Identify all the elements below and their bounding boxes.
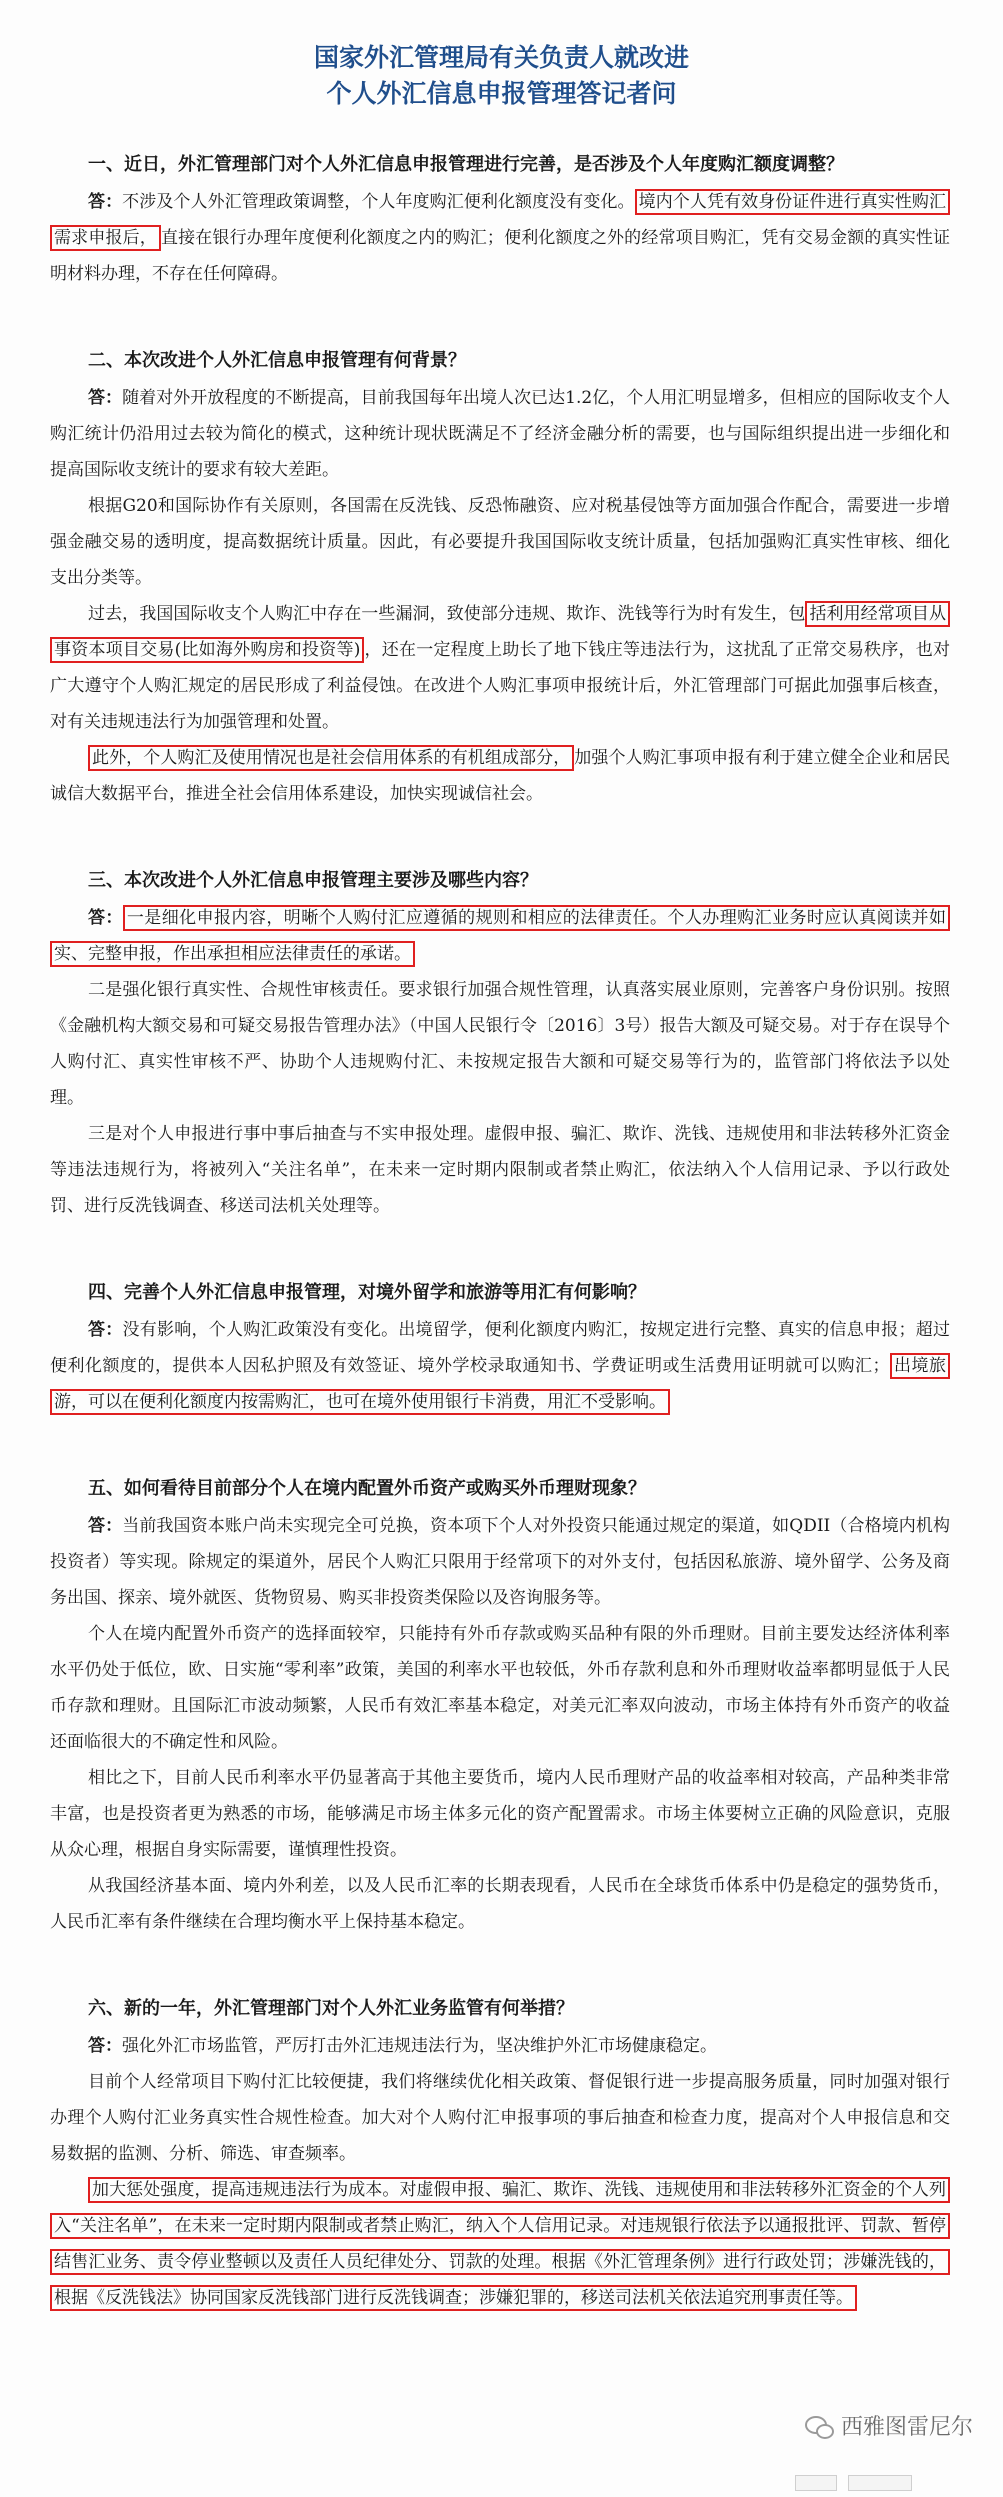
qa-section: [50, 1994, 950, 2316]
paragraph-text: 当前我国资本账户尚未实现完全可兑换，资本项下个人对外投资只能通过规定的渠道，如QDII（合格境内机构投资者）等实现。除规定的渠道外，居民个人购汇只限用于经常项下的对外支付，包括因私旅游、境外留学、公务及商务出国、探亲、境外就医、货物贸易、购买非投资类保险以及咨询服务等。: [50, 1516, 951, 1608]
answer-lead: 答：: [88, 192, 123, 212]
paragraph-text: 强化外汇市场监管，严厉打击外汇违规违法行为，坚决维护外汇市场健康稳定。: [122, 2036, 717, 2056]
paragraph-text: 目前个人经常项目下购付汇比较便捷，我们将继续优化相关政策、督促银行进一步提高服务质量，同时加强对银行办理个人购付汇业务真实性合规性检查。加大对个人购付汇申报事项的事后抽查和检查力度，提高对个人申报信息和交易数据的监测、分析、筛选、审查频率。: [50, 2072, 950, 2164]
paragraph-text: 直接在银行办理年度便利化额度之内的购汇；便利化额度之外的经常项目购汇，凭有交易金额的真实性证明材料办理，不存在任何障碍。: [50, 228, 951, 284]
answer-paragraph: [50, 2028, 950, 2064]
paragraph-text: 不涉及个人外汇管理政策调整，个人年度购汇便利化额度没有变化。: [122, 192, 635, 212]
footer-control-right: [848, 2475, 912, 2491]
answer-lead: 答：: [88, 388, 123, 408]
wechat-icon: [805, 2414, 833, 2438]
article-body: [50, 150, 950, 2370]
answer-paragraph: [50, 184, 950, 292]
answer-paragraph: [50, 2172, 950, 2316]
answer-paragraph: [50, 1760, 950, 1868]
qa-section: [50, 150, 950, 292]
question-heading: 六、新的一年，外汇管理部门对个人外汇业务监管有何举措？: [88, 1998, 574, 2019]
watermark-text: 西雅图雷尼尔: [840, 2415, 973, 2440]
qa-section: [50, 346, 950, 812]
answer-lead: 答：: [88, 2036, 122, 2056]
highlighted-text: 境内个人凭有效身份证件进行真实性购汇需求申报后，: [50, 189, 950, 251]
answer-paragraph: [50, 1868, 950, 1940]
answer-lead: 答：: [88, 1320, 123, 1340]
paragraph-text: 根据G20和国际协作有关原则，各国需在反洗钱、反恐怖融资、应对税基侵蚀等方面加强合作配合，需要进一步增强金融交易的透明度，提高数据统计质量。因此，有必要提升我国国际收支统计质量，包括加强购汇真实性审核、细化支出分类等。: [50, 496, 950, 588]
title-line-2: 个人外汇信息申报管理答记者问: [326, 79, 677, 108]
qa-section: [50, 1278, 950, 1420]
answer-paragraph: [50, 900, 950, 972]
paragraph-text: ，还在一定程度上助长了地下钱庄等违法行为，这扰乱了正常交易秩序，也对广大遵守个人购汇规定的居民形成了利益侵蚀。在改进个人购汇事项申报统计后，外汇管理部门可据此加强事后核查，对有关违规违法行为加强管理和处置。: [50, 640, 950, 732]
answer-paragraph: [50, 1616, 950, 1760]
footer-control-left: [795, 2475, 837, 2491]
paragraph-text: 三是对个人申报进行事中事后抽查与不实申报处理。虚假申报、骗汇、欺诈、洗钱、违规使用和非法转移外汇资金等违法违规行为，将被列入“关注名单”，在未来一定时期内限制或者禁止购汇，依法纳入个人信用记录、予以行政处罚、进行反洗钱调查、移送司法机关处理等。: [50, 1124, 950, 1216]
answer-paragraph: [50, 740, 950, 812]
highlighted-text: 一是细化申报内容，明晰个人购付汇应遵循的规则和相应的法律责任。个人办理购汇业务时应认真阅读并如实、完整申报，作出承担相应法律责任的承诺。: [50, 905, 950, 967]
highlighted-text: 加大惩处强度，提高违规违法行为成本。对虚假申报、骗汇、欺诈、洗钱、违规使用和非法转移外汇资金的个人列入“关注名单”，在未来一定时期内限制或者禁止购汇，纳入个人信用记录。对违规银行依法予以通报批评、罚款、暂停结售汇业务、责令停业整顿以及责任人员纪律处分、罚款的处理。根据《外汇管理条例》进行行政处罚；涉嫌洗钱的，根据《反洗钱法》协同国家反洗钱部门进行反洗钱调查；涉嫌犯罪的，移送司法机关依法追究刑事责任等。: [50, 2177, 950, 2311]
watermark: [805, 2410, 973, 2441]
highlighted-text: 括利用经常项目从事资本项目交易(比如海外购房和投资等): [50, 601, 950, 663]
answer-lead: 答：: [88, 908, 123, 928]
paragraph-text: 没有影响，个人购汇政策没有变化。出境留学，便利化额度内购汇，按规定进行完整、真实的信息申报；超过便利化额度的，提供本人因私护照及有效签证、境外学校录取通知书、学费证明或生活费用证明就可以购汇；: [50, 1320, 951, 1376]
title-line-1: 国家外汇管理局有关负责人就改进: [313, 43, 689, 72]
answer-paragraph: [50, 1312, 950, 1420]
paragraph-text: 个人在境内配置外币资产的选择面较窄，只能持有外币存款或购买品种有限的外币理财。目前主要发达经济体利率水平仍处于低位，欧、日实施“零利率”政策，美国的利率水平也较低，外币存款利息和外币理财收益率都明显低于人民币存款和理财。且国际汇市波动频繁，人民币有效汇率基本稳定，对美元汇率双向波动，市场主体持有外币资产的收益还面临很大的不确定性和风险。: [50, 1624, 950, 1752]
question-heading: 三、本次改进个人外汇信息申报管理主要涉及哪些内容？: [88, 870, 538, 891]
article-title: [0, 40, 1003, 112]
answer-paragraph: [50, 380, 950, 488]
answer-paragraph: [50, 1116, 950, 1224]
question-heading: 四、完善个人外汇信息申报管理，对境外留学和旅游等用汇有何影响？: [88, 1282, 646, 1303]
paragraph-text: 从我国经济基本面、境内外利差，以及人民币汇率的长期表现看，人民币在全球货币体系中仍是稳定的强势货币，人民币汇率有条件继续在合理均衡水平上保持基本稳定。: [50, 1876, 950, 1932]
paragraph-text: 加强个人购汇事项申报有利于建立健全企业和居民诚信大数据平台，推进全社会信用体系建设，加快实现诚信社会。: [50, 748, 951, 804]
question-heading: 二、本次改进个人外汇信息申报管理有何背景？: [88, 350, 466, 371]
qa-section: [50, 1474, 950, 1940]
qa-section: [50, 866, 950, 1224]
answer-paragraph: [50, 972, 950, 1116]
highlighted-text: 出境旅游，可以在便利化额度内按需购汇，也可在境外使用银行卡消费，用汇不受影响。: [50, 1353, 950, 1415]
answer-paragraph: [50, 488, 950, 596]
highlighted-text: 此外，个人购汇及使用情况也是社会信用体系的有机组成部分，: [88, 745, 574, 771]
paragraph-text: 二是强化银行真实性、合规性审核责任。要求银行加强合规性管理，认真落实展业原则，完善客户身份识别。按照《金融机构大额交易和可疑交易报告管理办法》（中国人民银行令〔2016〕3号）报告大额及可疑交易。对于存在误导个人购付汇、真实性审核不严、协助个人违规购付汇、未按规定报告大额和可疑交易等行为的，监管部门将依法予以处理。: [50, 980, 950, 1108]
answer-lead: 答：: [88, 1516, 123, 1536]
paragraph-text: 随着对外开放程度的不断提高，目前我国每年出境人次已达1.2亿，个人用汇明显增多，但相应的国际收支个人购汇统计仍沿用过去较为简化的模式，这种统计现状既满足不了经济金融分析的需要，也与国际组织提出进一步细化和提高国际收支统计的要求有较大差距。: [50, 388, 951, 480]
answer-paragraph: [50, 1508, 950, 1616]
question-heading: 五、如何看待目前部分个人在境内配置外币资产或购买外币理财现象？: [88, 1478, 646, 1499]
question-heading: 一、近日，外汇管理部门对个人外汇信息申报管理进行完善，是否涉及个人年度购汇额度调整？: [88, 154, 844, 175]
answer-paragraph: [50, 2064, 950, 2172]
paragraph-text: 相比之下，目前人民币利率水平仍显著高于其他主要货币，境内人民币理财产品的收益率相对较高，产品种类非常丰富，也是投资者更为熟悉的市场，能够满足市场主体多元化的资产配置需求。市场主体要树立正确的风险意识，克服从众心理，根据自身实际需要，谨慎理性投资。: [50, 1768, 950, 1860]
answer-paragraph: [50, 596, 950, 740]
paragraph-text: 过去，我国国际收支个人购汇中存在一些漏洞，致使部分违规、欺诈、洗钱等行为时有发生，包: [88, 604, 806, 624]
